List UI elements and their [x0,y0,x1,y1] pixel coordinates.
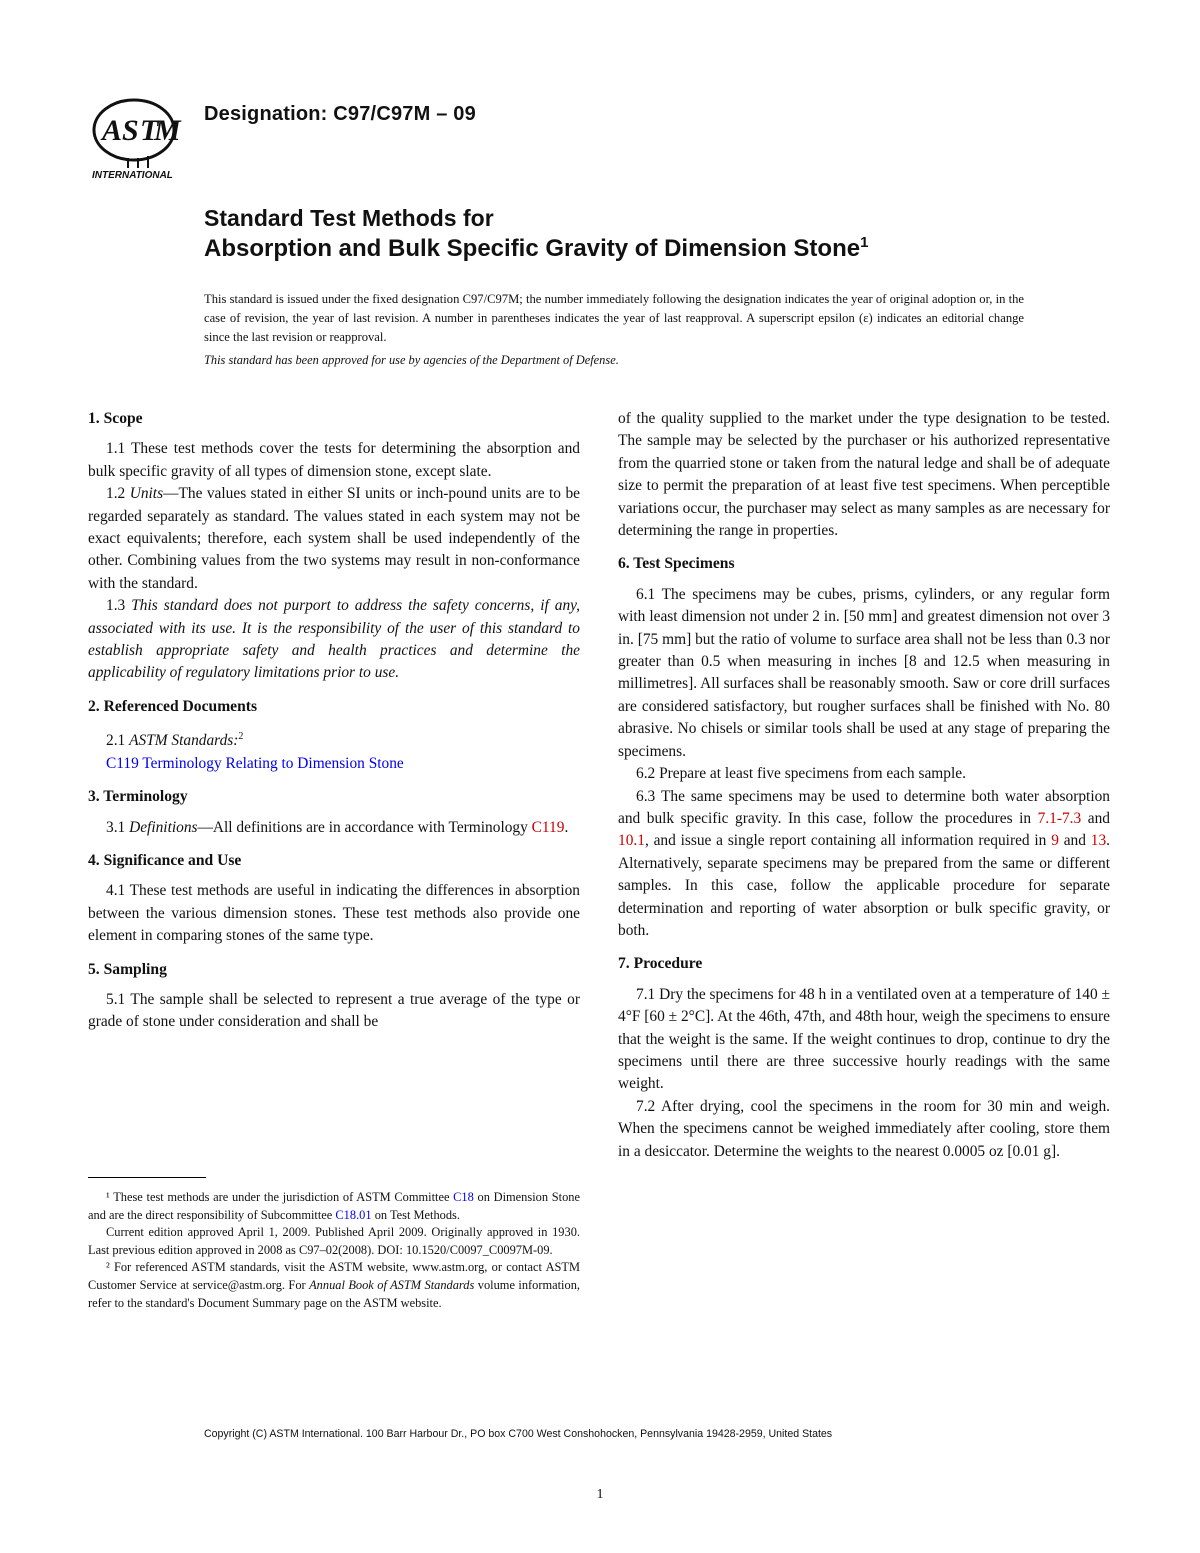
footnote-edition: Current edition approved April 1, 2009. Published April 2009. Originally approved in 1930. Last previous edition approved in 2008 as C97–02(2008). DOI: 10.1520/C0097_C0097M-09. [88,1225,580,1257]
footnote-1 [88,1189,580,1224]
astm-logo [84,96,192,180]
footnote-text: volume information, refer to the standard's Document Summary page on the ASTM website. [88,1277,580,1310]
paragraph-7-2: 7.2 After drying, cool the specimens in the room for 30 min and weigh. When the specimens cannot be weighed immediately after cooling, store them in a desiccator. Determine the weights to the nearest 0.0005 oz [0.01 g]. [618,1097,1110,1160]
section-procedure [618,953,1110,1163]
section-heading: 2. Referenced Documents [88,697,258,715]
svg-text:A: A [102,114,123,147]
paragraph-6-3 [618,786,1110,943]
section-referenced-documents [88,696,580,775]
para-term: ASTM Standards: [129,732,239,750]
para-text: , and issue a single report containing all information required in [644,832,1047,850]
title-text: Absorption and Bulk Specific Gravity of Dimension Stone [204,235,861,262]
footnotes [88,1189,580,1312]
para-text: and [1087,809,1111,827]
issuance-note: This standard is issued under the fixed designation C97/C97M; the number immediately following the designation indicates the year of original adoption or, in the case of revision, the year of last revision. A number in parentheses indicates the year of last reapproval. A superscript epsilon (ε) indicates an editorial change since the last revision or reapproval. [204,292,1024,344]
paragraph-1-3 [88,595,580,685]
para-text: —The values stated in either SI units or inch-pound units are to be regarded separately as standard. The values stated in each system may not be exact equivalents; therefore, each system shall be used independently of the other. Combining values from the two systems may result in non-conformance with the standard. [88,485,580,592]
para-text: and [1063,832,1086,850]
footnote-text: ¹ These test methods are under the jurisdiction of ASTM Committee [106,1190,450,1204]
left-column [88,408,580,1045]
page-number: 1 [596,1487,604,1502]
para-number: 1.2 [106,485,126,503]
svg-text:M: M [154,114,181,147]
paragraph-6-2: 6.2 Prepare at least five specimens from each sample. [636,765,966,783]
approval-note: This standard has been approved for use by agencies of the Department of Defense. [204,353,619,367]
section-terminology [88,786,580,839]
paragraph-4-1: 4.1 These test methods are useful in indicating the differences in absorption between the various dimension stones. These test methods also provide one element in comparing stones of the same type. [88,882,580,945]
para-text: 6.3 The same specimens may be used to determine both water absorption and bulk specific gravity. In this case, follow the procedures in [618,787,1110,827]
reference-link-10-1[interactable]: 10.1 [618,832,645,850]
paragraph-7-1: 7.1 Dry the specimens for 48 h in a ventilated oven at a temperature of 140 ± 4°F [60 ± 2°C]. At the 46th, 47th, and 48th hour, weigh the specimens to ensure that the weight is the same. If the weight continues to drop, continue to dry the specimens until there are three successive hourly readings with the same weight. [618,985,1110,1093]
referenced-document [88,753,580,775]
para-end: . [564,818,569,836]
para-number: 2.1 [106,732,126,750]
paragraph-1-2 [88,483,580,595]
designation: Designation: C97/C97M – 09 [204,103,476,125]
section-heading: 6. Test Specimens [618,555,735,573]
section-heading: 5. Sampling [88,960,167,978]
reference-link-9[interactable]: 9 [1051,832,1059,850]
paragraph-1-1: 1.1 These test methods cover the tests for determining the absorption and bulk specific gravity of all types of dimension stone, except slate. [88,440,580,480]
section-sampling [88,959,580,1034]
right-column [618,408,1110,1174]
svg-text:S: S [122,114,139,147]
reference-link-c119[interactable]: C119 [531,818,565,836]
subcommittee-link[interactable]: C18.01 [335,1207,372,1222]
footnote-2 [88,1259,580,1312]
para-term: Definitions [129,818,198,836]
footnote-mark: 2 [238,731,244,743]
paragraph-2-1 [88,726,580,753]
section-scope [88,408,580,685]
para-number: 3.1 [106,818,126,836]
reference-link-c119[interactable]: C119 [106,754,139,772]
para-text: . Alternatively, separate specimens may be prepared from the same or different samples. In this case, follow the applicable procedure for separate determination and reporting of water absorption or bulk specific gravity, or both. [618,832,1110,939]
footnote-divider [88,1177,206,1178]
section-heading: 7. Procedure [618,955,703,973]
footnote-text: on Test Methods. [374,1207,460,1222]
paragraph-3-1 [88,817,580,839]
para-number: 1.3 [106,597,126,615]
section-heading: 4. Significance and Use [88,852,242,870]
paragraph-5-1-continued: of the quality supplied to the market under the type designation to be tested. The sample may be selected by the purchaser or his authorized representative from the quarried stone or taken from the natural ledge and shall be of adequate size to permit the preparation of at least five test specimens. When perceptible variations occur, the purchaser may select as many samples as are necessary for determining the range in properties. [618,410,1110,540]
para-term: Units [129,485,164,503]
footnote-text: on Dimension Stone and are the direct responsibility of Subcommittee [88,1190,580,1222]
title-line-1: Standard Test Methods for [204,205,494,231]
section-heading: 3. Terminology [88,788,188,806]
svg-text:T: T [140,114,159,147]
section-test-specimens [618,553,1110,942]
footnote-text: ² For referenced ASTM standards, visit the ASTM website, www.astm.org, or contact ASTM Customer Service at service@astm.org. For [88,1260,580,1292]
copyright-line: Copyright (C) ASTM International. 100 Barr Harbour Dr., PO box C700 West Conshohocken, Pennsylvania 19428-2959, United States [204,1428,833,1440]
section-sampling-continued [618,408,1110,542]
reference-link-7-1-7-3[interactable]: 7.1-7.3 [1037,809,1082,827]
committee-link[interactable]: C18 [453,1190,474,1204]
section-significance [88,850,580,948]
para-text: —All definitions are in accordance with Terminology [197,818,528,836]
paragraph-6-1: 6.1 The specimens may be cubes, prisms, cylinders, or any regular form with least dimension not under 2 in. [50 mm] and greatest dimension not over 3 in. [75 mm] but the ratio of volume to surface area shall not be less than 0.3 nor greater than 0.5 when measuring in inches [8 and 12.5 when measuring in millimetres]. All surfaces shall be reasonably smooth. Saw or core drill surfaces are considered satisfactory, but rougher surfaces shall be finished with No. 80 abrasive. No chisels or similar tools shall be used at any stage of preparing the specimens. [618,585,1110,760]
safety-statement: This standard does not purport to address the safety concerns, if any, associated with its use. It is the responsibility of the user of this standard to establish appropriate safety and health practices and determine the applicability of regulatory limitations prior to use. [88,597,580,682]
svg-text:INTERNATIONAL: INTERNATIONAL [92,170,173,180]
reference-title-link[interactable]: Terminology Relating to Dimension Stone [142,754,404,772]
title-footnote-mark: 1 [860,234,869,251]
footnote-italic: Annual Book of ASTM Standards [309,1277,475,1292]
title-line-2 [204,234,868,263]
paragraph-5-1: 5.1 The sample shall be selected to represent a true average of the type or grade of stone under consideration and shall be [88,991,580,1031]
section-heading: 1. Scope [88,410,143,427]
reference-link-13[interactable]: 13 [1090,832,1107,850]
